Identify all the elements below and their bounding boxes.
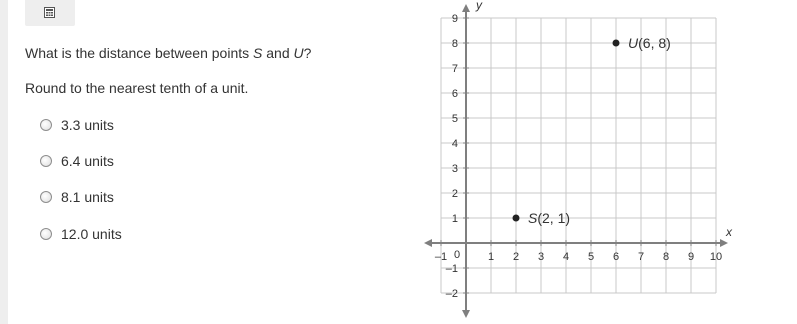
choice-label: 8.1 units <box>61 189 114 205</box>
x-tick-label: 2 <box>512 251 520 263</box>
radio-button[interactable] <box>40 119 52 131</box>
question-text-start: What is the distance between points <box>25 45 254 61</box>
point-label-u <box>628 35 671 51</box>
point-coordinates: (6, 8) <box>638 35 671 51</box>
radio-button[interactable] <box>40 155 52 167</box>
choice-option-4[interactable] <box>40 226 122 242</box>
origin-label: 0 <box>453 249 461 261</box>
x-tick-label: 3 <box>537 251 545 263</box>
y-tick-label: 7 <box>451 63 458 75</box>
x-tick-label: 4 <box>562 251 570 263</box>
choice-label: 12.0 units <box>61 226 122 242</box>
x-tick-label: 6 <box>612 251 620 263</box>
y-tick-label: 1 <box>451 213 458 225</box>
calculator-button[interactable] <box>25 0 75 26</box>
point-s-name: S <box>253 45 263 61</box>
y-tick-label: 8 <box>451 38 458 50</box>
x-tick-label: 1 <box>487 251 495 263</box>
radio-button[interactable] <box>40 228 52 240</box>
question-text-end: ? <box>303 45 312 61</box>
choice-label: 6.4 units <box>61 153 114 169</box>
point-name: S <box>528 210 538 226</box>
x-tick-label: –1 <box>434 251 448 263</box>
x-tick-label: 7 <box>637 251 645 263</box>
point-coordinates: (2, 1) <box>537 210 571 226</box>
question-text-middle: and <box>262 45 294 61</box>
x-axis-arrow-right <box>720 239 728 247</box>
y-tick-label: 5 <box>451 113 458 125</box>
choice-option-1[interactable] <box>40 117 114 133</box>
choice-label: 3.3 units <box>61 117 114 133</box>
coordinate-graph <box>418 0 797 324</box>
x-tick-label: 8 <box>662 251 670 263</box>
left-sidebar-strip <box>0 0 8 324</box>
point-name: U <box>628 35 639 51</box>
y-axis-arrow-down <box>462 310 470 318</box>
choice-option-2[interactable] <box>40 153 114 169</box>
y-tick-label: –2 <box>445 288 458 300</box>
point-label-s <box>528 210 570 226</box>
y-tick-label: 4 <box>451 138 458 150</box>
y-tick-label: 3 <box>451 163 458 175</box>
data-point-u <box>613 40 620 47</box>
x-tick-label: 10 <box>709 251 723 263</box>
point-u-name: U <box>293 45 304 61</box>
instruction-text: Round to the nearest tenth of a unit. <box>25 80 249 96</box>
x-tick-label: 5 <box>587 251 595 263</box>
x-tick-label: 9 <box>687 251 695 263</box>
x-axis-arrow-left <box>424 239 432 247</box>
y-tick-label: 2 <box>451 188 458 200</box>
calculator-icon <box>44 7 55 18</box>
y-tick-label: –1 <box>445 263 458 275</box>
y-axis-label: y <box>476 0 482 12</box>
y-axis-arrow-up <box>462 4 470 12</box>
radio-button[interactable] <box>40 191 52 203</box>
question-text <box>25 45 311 61</box>
y-tick-label: 6 <box>451 88 458 100</box>
choice-option-3[interactable] <box>40 189 114 205</box>
x-axis-label: x <box>726 225 732 239</box>
data-point-s <box>513 215 520 222</box>
y-tick-label: 9 <box>451 13 458 25</box>
